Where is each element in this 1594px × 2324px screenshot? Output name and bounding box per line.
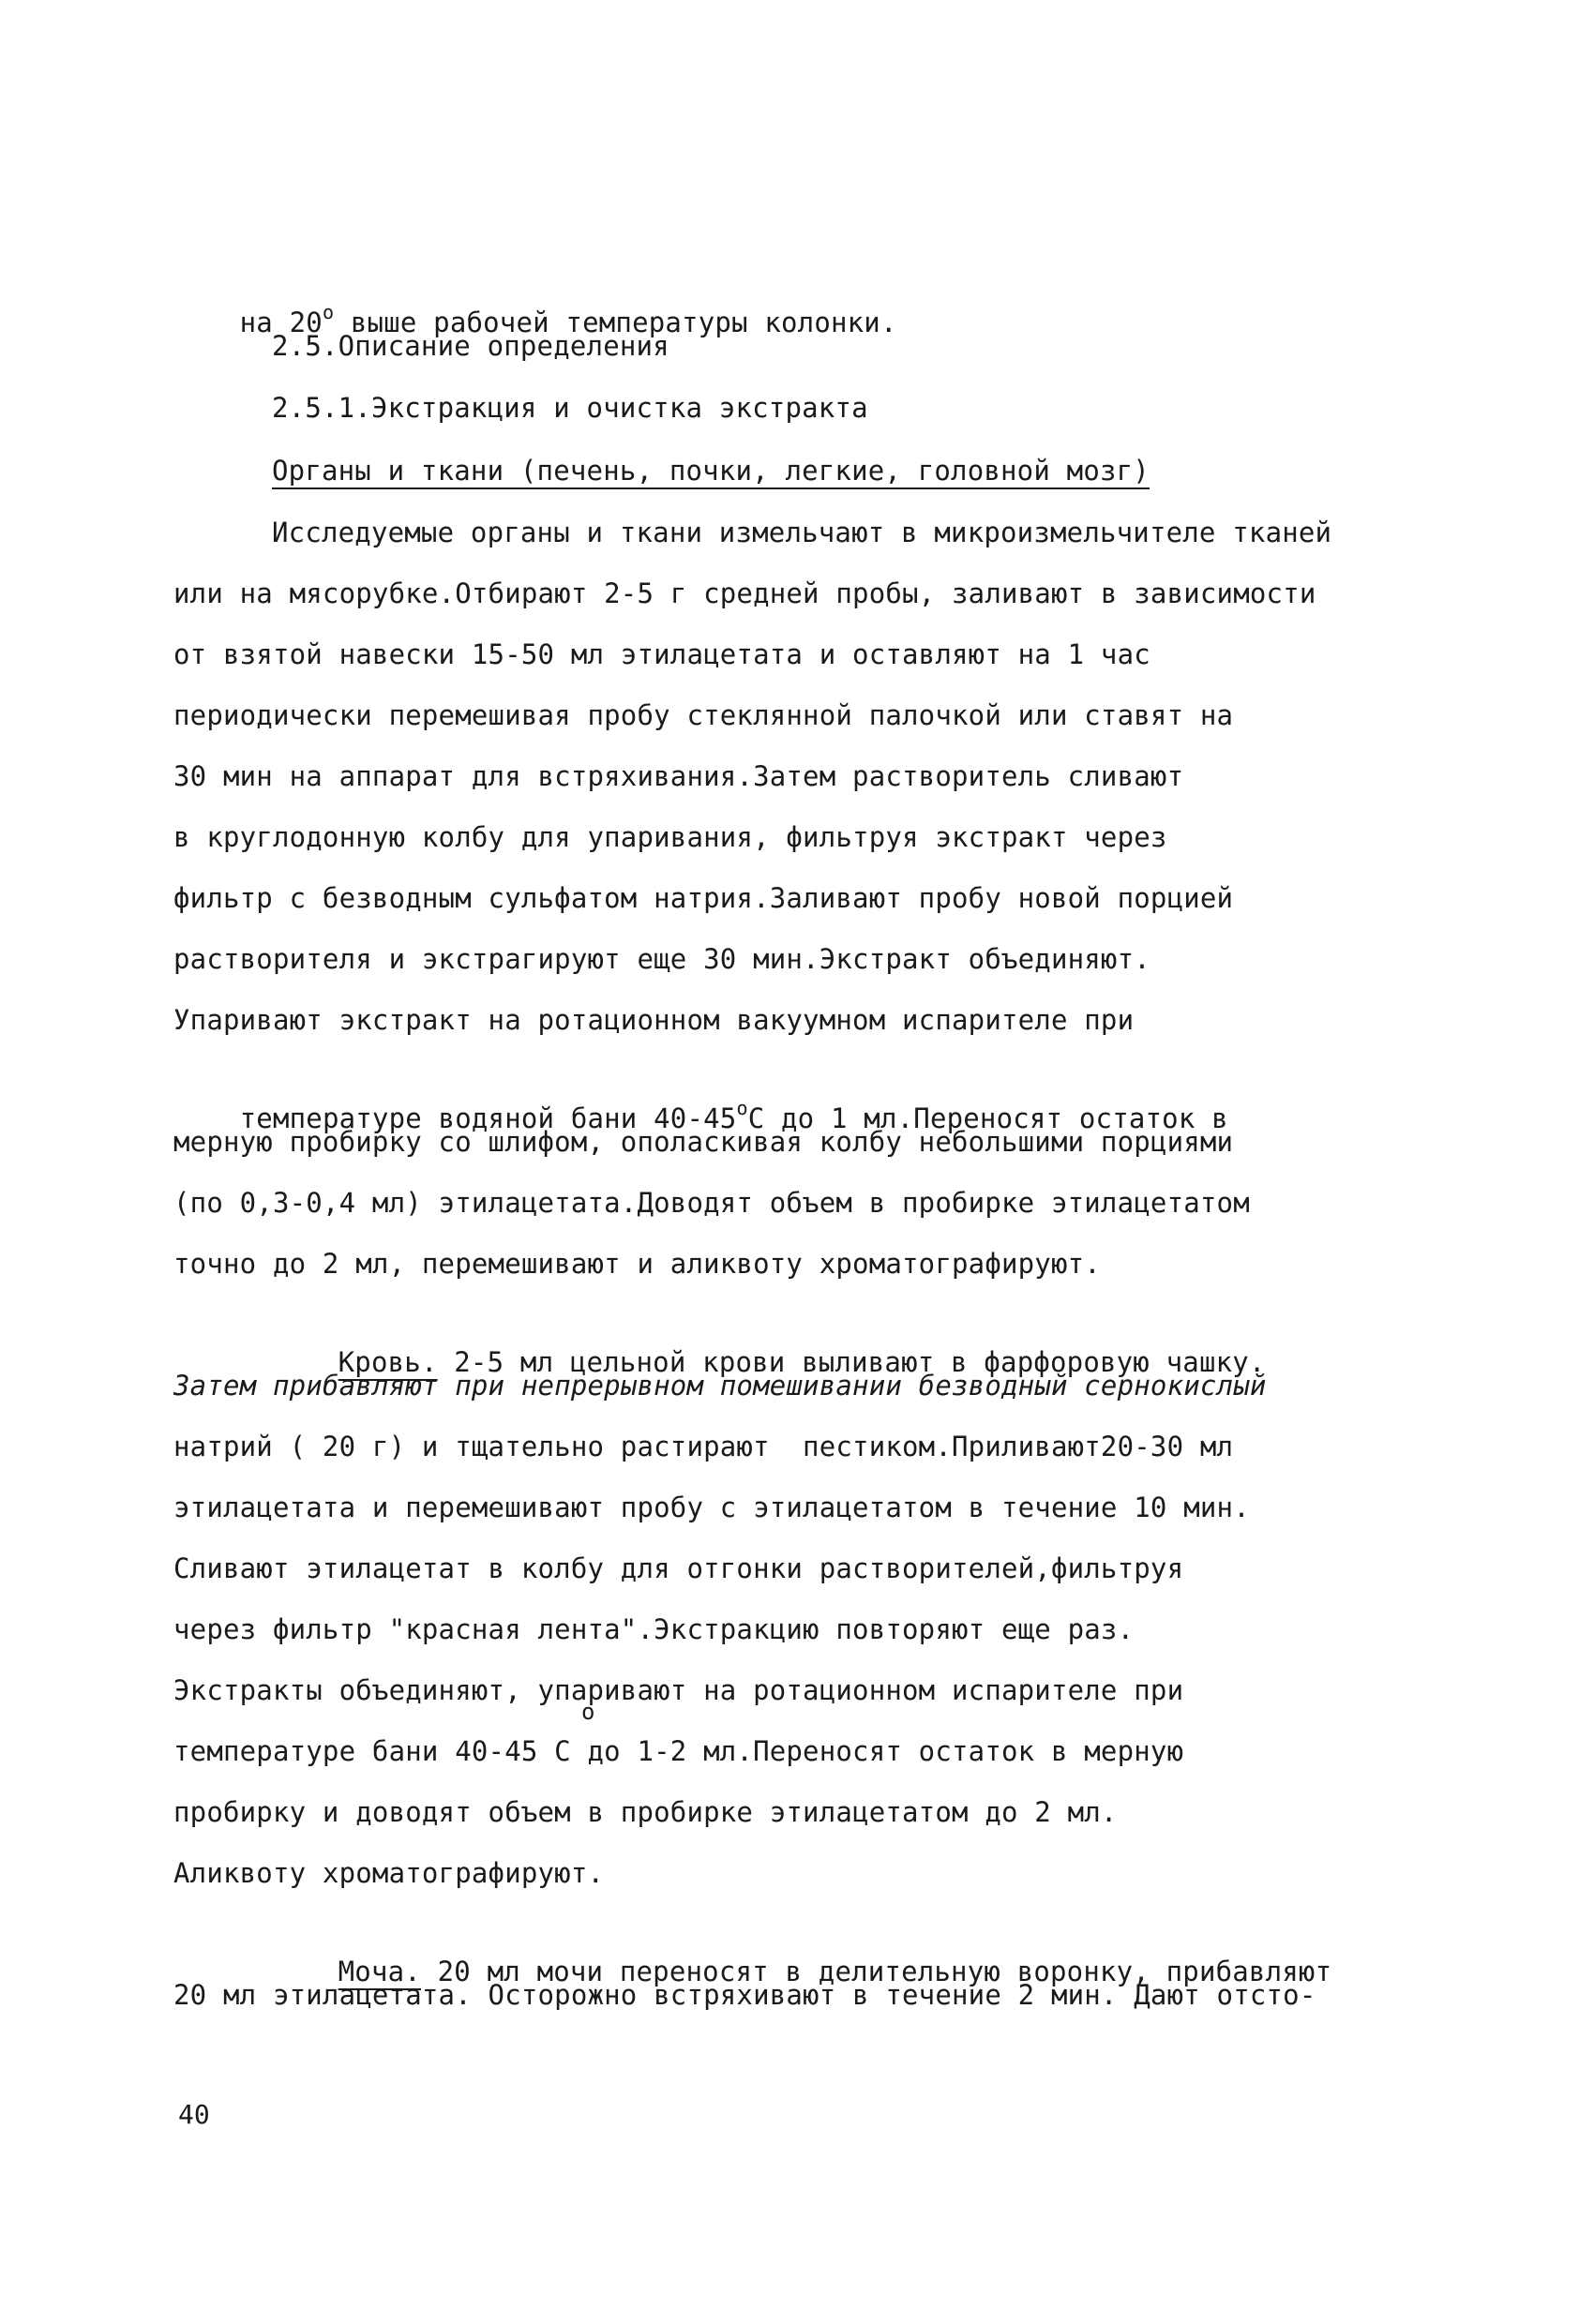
text-fragment: выше рабочей температуры колонки. [334,307,897,338]
paragraph-line: или на мясорубке.Отбирают 2-5 г средней пробы, заливают в зависимости [173,577,1316,609]
paragraph-line: мерную пробирку со шлифом, ополаскивая колбу небольшими порциями [173,1126,1234,1158]
paragraph-line: этилацетата и перемешивают пробу с этилацетатом в течение 10 мин. [173,1492,1250,1523]
paragraph-line: растворителя и экстрагируют еще 30 мин.Экстракт объединяют. [173,943,1150,975]
paragraph-line: 30 мин на аппарат для встряхивания.Затем растворитель сливают [173,760,1184,792]
text-fragment: на 20 [239,307,323,338]
paragraph-line: фильтр с безводным сульфатом натрия.Заливают пробу новой порцией [173,882,1234,914]
degree-superscript: о [736,1097,748,1119]
paragraph-line: Экстракты объединяют, упаривают на ротационном испарителе при [173,1674,1184,1706]
paragraph-line: 20 мл этилацетата. Осторожно встряхивают в течение 2 мин. Дают отсто- [173,1979,1316,2011]
page-number: 40 [178,2099,210,2130]
text-fragment: 2-5 мл цельной крови выливают в фарфоровую чашку. [437,1346,1266,1378]
paragraph-line: периодически перемешивая пробу стеклянной палочкой или ставят на [173,699,1234,731]
paragraph-line: Упаривают экстракт на ротационном вакуумном испарителе при [173,1004,1135,1036]
paragraph-line: от взятой навески 15-50 мл этилацетата и оставляют на 1 час [173,638,1150,670]
paragraph-line: натрий ( 20 г) и тщательно растирают пестиком.Приливают20-30 мл [173,1431,1234,1462]
degree-superscript: о [322,301,335,323]
paragraph-line: Затем прибавляют при непрерывном помешивании безводный сернокислый [173,1370,1267,1402]
text-fragment: С до 1 мл.Переносят остаток в [747,1102,1228,1134]
paragraph-line: через фильтр "красная лента".Экстракцию повторяют еще раз. [173,1613,1135,1645]
paragraph-line: точно до 2 мл, перемешивают и аликвоту хроматографируют. [173,1248,1101,1280]
paragraph-line: температуре бани 40-45 С до 1-2 мл.Переносят остаток в мерную [173,1735,1184,1767]
paragraph-line: Аликвоту хроматографируют. [173,1857,605,1889]
paragraph-line: Исследуемые органы и ткани измельчают в микроизмельчителе тканей [272,517,1332,548]
degree-mark: о [581,1699,595,1725]
paragraph-line: в круглодонную колбу для упаривания, фильтруя экстракт через [173,821,1167,853]
underlined-heading-blood: Кровь. [338,1346,438,1378]
subsection-heading: 2.5.1.Экстракция и очистка экстракта [272,392,868,424]
underlined-heading-organs: Органы и ткани (печень, почки, легкие, головной мозг) [272,455,1150,487]
paragraph-line: (по 0,3-0,4 мл) этилацетата.Доводят объем в пробирке этилацетатом [173,1187,1250,1219]
section-heading: 2.5.Описание определения [272,330,669,362]
text-fragment: температуре водяной бани 40-45 [239,1102,737,1134]
text-fragment: 20 мл мочи переносят в делительную воронку, прибавляют [420,1956,1332,1987]
paragraph-line: Сливают этилацетат в колбу для отгонки растворителей,фильтруя [173,1552,1184,1584]
paragraph-line: пробирку и доводят объем в пробирке этилацетатом до 2 мл. [173,1796,1118,1828]
underlined-heading-urine: Моча. [338,1956,421,1987]
